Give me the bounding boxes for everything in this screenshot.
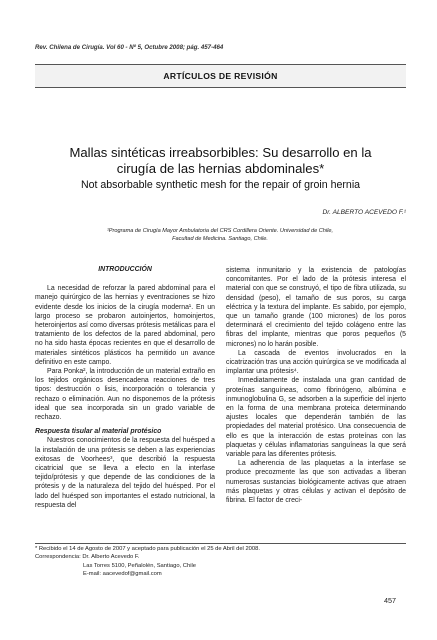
- section-heading-introduccion: INTRODUCCIÓN: [98, 266, 152, 273]
- section-banner: [35, 64, 406, 88]
- section-title: ARTÍCULOS DE REVISIÓN: [163, 71, 278, 81]
- journal-reference: Rev. Chilena de Cirugía. Vol 60 - Nº 5, Octubre 2008; pág. 457-464: [35, 44, 224, 51]
- title-line-1: Mallas sintéticas irreabsorbibles: Su desarrollo en la: [69, 145, 372, 160]
- paragraph: La necesidad de reforzar la pared abdominal para el manejo quirúrgico de las hernias y eventraciones se hizo evidente desde los inicios de la cirugía moderna¹. En un largo proceso se probaron autoinjertos, homoinjertos, heteroinjertos así como diversas prótesis metálicas para el tratamiento de los defectos de la pared abdominal, pero no ha sido hasta épocas recientes en que el desarrollo de materiales sintéticos plásticos ha permitido un avance definitivo en este campo.: [35, 285, 215, 366]
- right-column: [226, 266, 406, 505]
- footnote-address: Las Torres 5100, Peñalolén, Santiago, Chile: [83, 562, 197, 569]
- paragraph: Inmediatamente de instalada una gran cantidad de proteínas sanguíneas, como fibrinógeno, albúmina e inmunoglobulina G, se adsorben a la superficie del injerto en la forma de una membrana proteica determinando ajustes locales que dependerán también de las propiedades del material protésico. Una consecuencia de ello es que la interacción de estas proteínas con las plaquetas y células inflamatorias sanguíneas la que será variable para las diferentes prótesis.: [226, 377, 406, 459]
- footnote: [35, 545, 406, 578]
- subheading-respuesta-tisular: Respuesta tisular al material protésico: [35, 428, 162, 436]
- paragraph: La cascada de eventos involucrados en la cicatrización tras una acción quirúrgica se ve modificada al implantar una prótesis⁴.: [226, 349, 406, 376]
- page-number: 457: [384, 596, 396, 605]
- title-line-2: cirugía de las hernias abdominales*: [116, 161, 325, 176]
- author-affiliation: [72, 228, 368, 243]
- article-title-english: Not absorbable synthetic mesh for the repair of groin hernia: [80, 179, 361, 191]
- paragraph: sistema inmunitario y la existencia de patologías concomitantes. Por el lado de la prótesis interesa el material con que se construyó, el tipo de fibra utilizada, su densidad (peso), el tamaño de sus poros, su carga eléctrica y la textura del implante. Es sabido, por ejemplo, que un tamaño grande (100 micrones) de los poros determinará el crecimiento del tejido colágeno entre las fibras del implante, mientras que poros pequeños (5 micrones) no lo harán posible.: [226, 267, 406, 348]
- article-title-spanish: [30, 145, 411, 177]
- footnote-divider: [35, 543, 406, 544]
- paragraph: Nuestros conocimientos de la respuesta del huésped a la instalación de una prótesis se deben a las experiencias exitosas de Voorhees³, que describió la respuesta cicatricial que se lleva a efecto en la interfase tejido/prótesis y que depende de las condiciones de la prótesis y de la naturaleza del tejido del huésped. Por el lado del huésped son importantes el estado nutricional, la respuesta del: [35, 437, 215, 509]
- paragraph: Para Ponka², la introducción de un material extraño en los tejidos orgánicos desencadena reacciones de tres tipos: destrucción o lisis, incorporación o tolerancia y rechazo o eliminación. Aun no disponemos de la prótesis ideal que sea incorporada sin un grado variable de rechazo.: [35, 368, 215, 422]
- author-name: Dr. ALBERTO ACEVEDO F.¹: [322, 209, 406, 216]
- affiliation-line-1: ¹Programa de Cirugía Mayor Ambulatoria del CRS Cordillera Oriente. Universidad de Chile,: [106, 228, 334, 234]
- left-column: [35, 265, 215, 510]
- affiliation-line-2: Facultad de Medicina. Santiago, Chile.: [172, 235, 268, 242]
- footnote-correspondence: Correspondencia: Dr. Alberto Acevedo F.: [35, 554, 140, 561]
- footnote-received: * Recibido el 14 de Agosto de 2007 y aceptado para publicación el 25 de Abril del 2008.: [35, 546, 260, 552]
- footnote-email: E-mail: aacevedof@gmail.com: [83, 570, 162, 577]
- paragraph: La adherencia de las plaquetas a la interfase se produce precozmente las que son activadas a liberan numerosas sustancias biológicamente activas que atraen más plaquetas y otras células y activan el depósito de fibrina. El factor de creci-: [226, 460, 406, 505]
